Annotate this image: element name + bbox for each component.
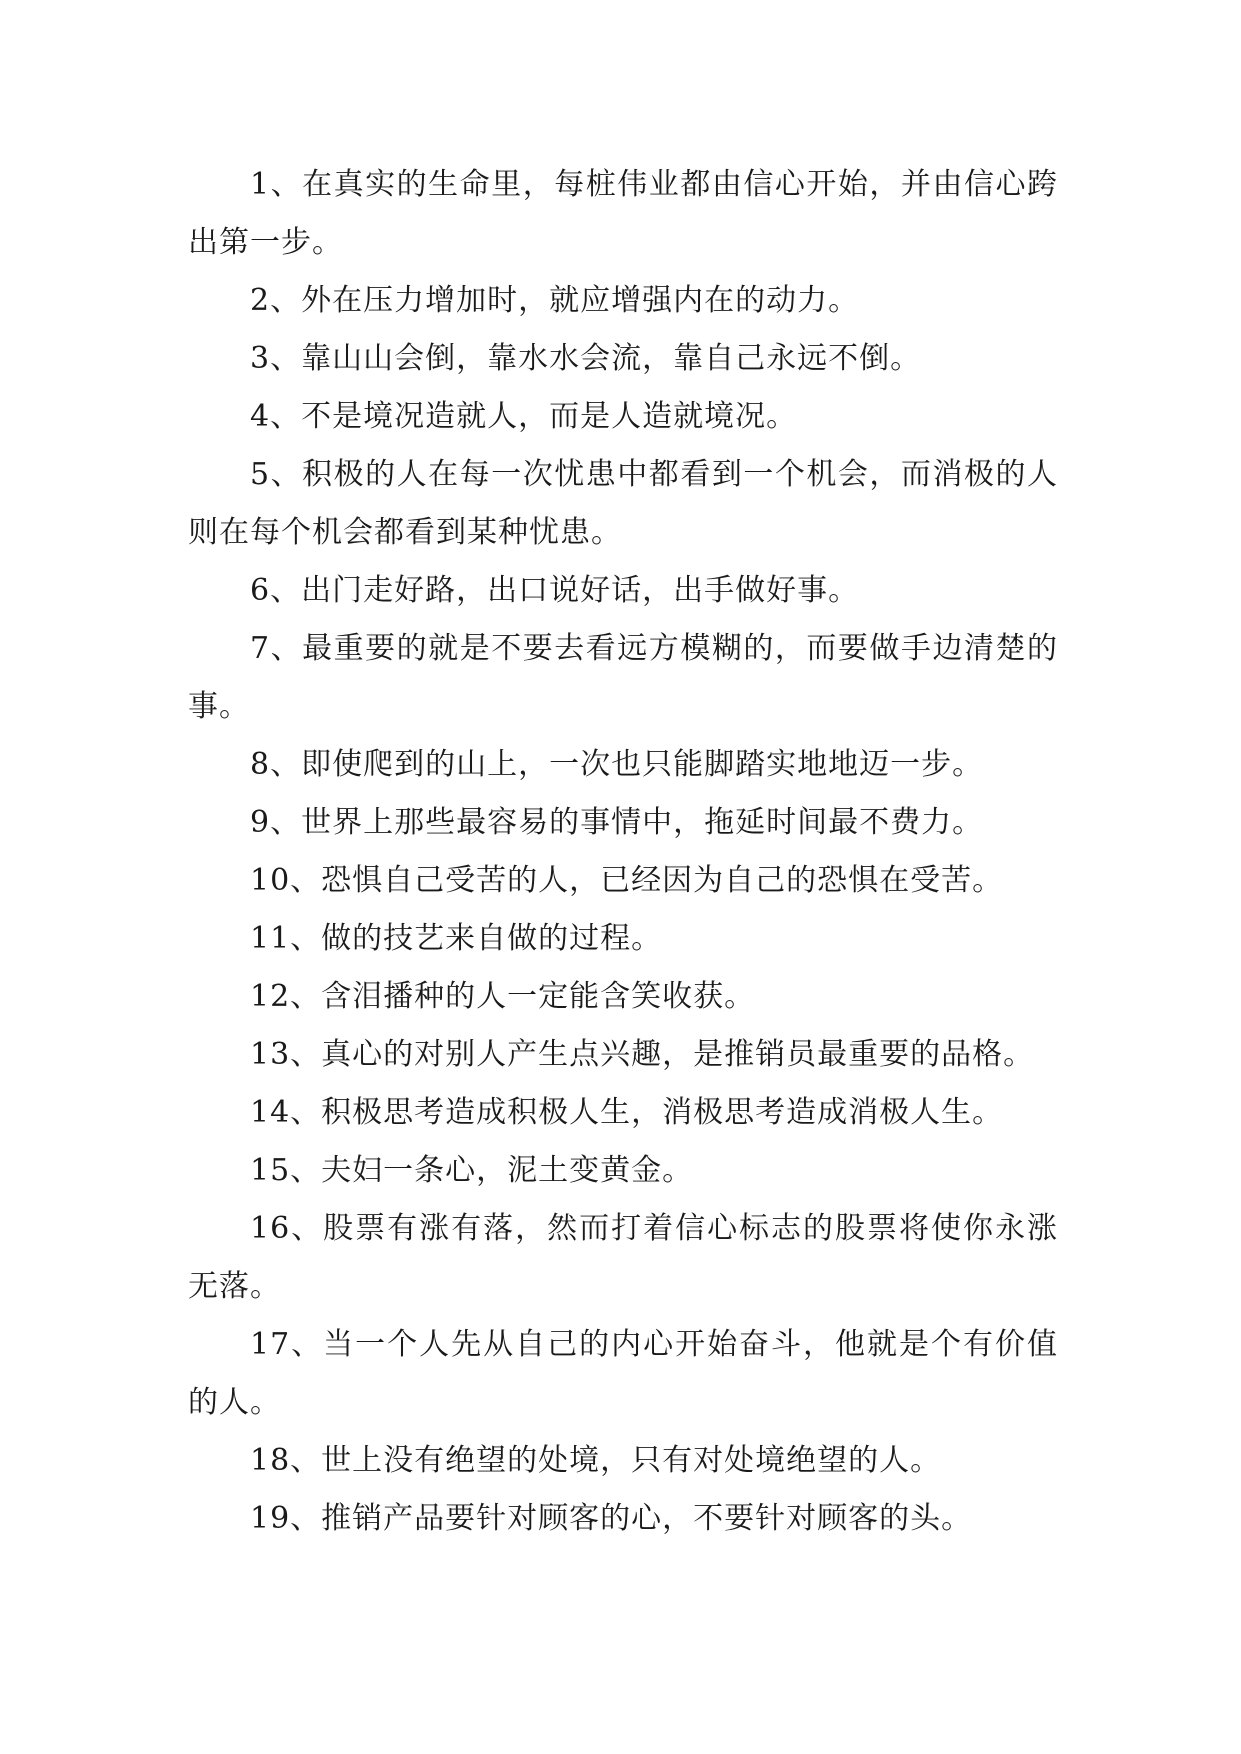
paragraph-1: 1、在真实的生命里，每桩伟业都由信心开始，并由信心跨出第一步。 xyxy=(188,167,1058,260)
paragraph-12: 12、含泪播种的人一定能含笑收获。 xyxy=(250,979,756,1014)
paragraph-8: 8、即使爬到的山上，一次也只能脚踏实地地迈一步。 xyxy=(250,747,984,782)
paragraph-11: 11、做的技艺来自做的过程。 xyxy=(250,921,663,956)
paragraph-6: 6、出门走好路，出口说好话，出手做好事。 xyxy=(250,573,860,608)
paragraph-14: 14、积极思考造成积极人生，消极思考造成消极人生。 xyxy=(250,1095,1004,1130)
paragraph-5: 5、积极的人在每一次忧患中都看到一个机会，而消极的人则在每个机会都看到某种忧患。 xyxy=(188,457,1058,550)
paragraph-16: 16、股票有涨有落，然而打着信心标志的股票将使你永涨无落。 xyxy=(188,1211,1058,1304)
paragraph-10: 10、恐惧自己受苦的人，已经因为自己的恐惧在受苦。 xyxy=(250,863,1004,898)
paragraph-2: 2、外在压力增加时，就应增强内在的动力。 xyxy=(250,283,860,318)
paragraph-19: 19、推销产品要针对顾客的心，不要针对顾客的头。 xyxy=(250,1501,973,1536)
paragraph-7: 7、最重要的就是不要去看远方模糊的，而要做手边清楚的事。 xyxy=(188,631,1058,724)
document-body xyxy=(188,156,1058,1548)
paragraph-18: 18、世上没有绝望的处境，只有对处境绝望的人。 xyxy=(250,1443,942,1478)
paragraph-13: 13、真心的对别人产生点兴趣，是推销员最重要的品格。 xyxy=(250,1037,1035,1072)
paragraph-17: 17、当一个人先从自己的内心开始奋斗，他就是个有价值的人。 xyxy=(188,1327,1058,1420)
paragraph-15: 15、夫妇一条心，泥土变黄金。 xyxy=(250,1153,694,1188)
paragraph-4: 4、不是境况造就人，而是人造就境况。 xyxy=(250,399,798,434)
paragraph-9: 9、世界上那些最容易的事情中，拖延时间最不费力。 xyxy=(250,805,984,840)
paragraph-3: 3、靠山山会倒，靠水水会流，靠自己永远不倒。 xyxy=(250,341,922,376)
